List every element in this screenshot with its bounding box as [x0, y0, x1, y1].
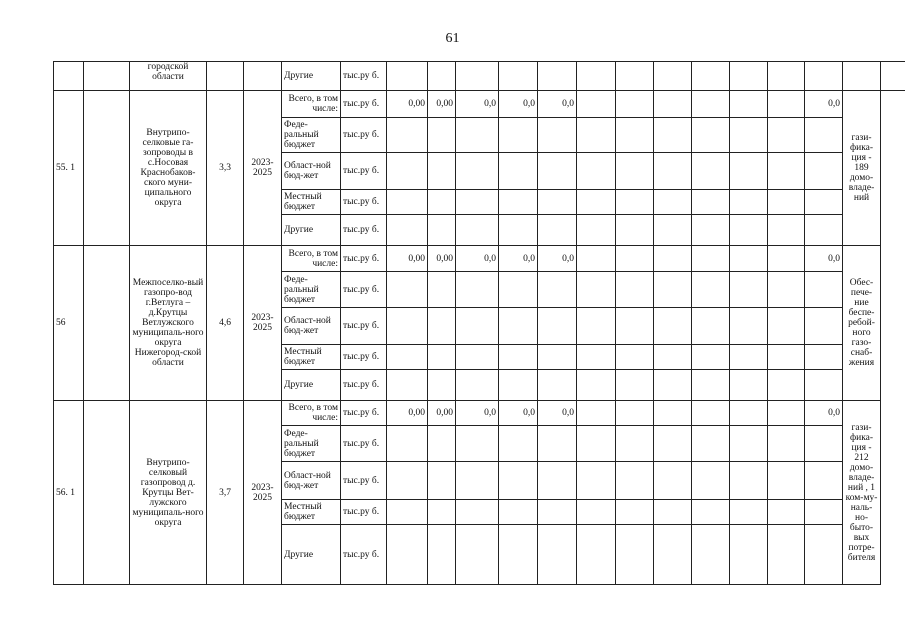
funding-source: Феде-ральный бюджет	[282, 118, 341, 153]
value-cell: 0,0	[538, 246, 577, 272]
table-row	[54, 401, 905, 426]
funding-source: Всего, в том числе:	[282, 401, 341, 426]
value-cell: 0,0	[805, 246, 843, 272]
value-cell: 0,00	[387, 401, 428, 426]
unit: тыс.ру б.	[341, 345, 387, 370]
unit: тыс.ру б.	[341, 525, 387, 585]
project-name: Внутрипо-селковые га-зопроводы в с.Носовая Краснобаков-ского муни-ципального округа	[130, 91, 207, 246]
unit: тыс.ру б.	[341, 272, 387, 308]
value-cell: 0,0	[456, 91, 499, 118]
project-number: 56	[54, 246, 84, 401]
project-result: Обес-пече-ние беспе-ребой-ного газо-снаб-жения	[843, 246, 881, 401]
funding-source: Феде-ральный бюджет	[282, 272, 341, 308]
funding-source: Другие	[282, 370, 341, 401]
funding-source: Другие	[282, 215, 341, 246]
unit: тыс.ру б.	[341, 370, 387, 401]
unit: тыс.ру б.	[341, 215, 387, 246]
project-result: гази-фика-ция - 189 домо-владе-ний	[843, 91, 881, 246]
funding-source: Всего, в том числе:	[282, 91, 341, 118]
project-length: 3,3	[207, 91, 244, 246]
unit: тыс.ру б.	[341, 401, 387, 426]
unit: тыс.ру б.	[341, 118, 387, 153]
value-cell: 0,00	[387, 91, 428, 118]
funding-source: Област-ной бюд-жет	[282, 153, 341, 190]
project-number: 56. 1	[54, 401, 84, 585]
value-cell: 0,0	[538, 401, 577, 426]
funding-source: Област-ной бюд-жет	[282, 308, 341, 345]
program-table	[53, 61, 905, 585]
unit: тыс.ру б.	[341, 308, 387, 345]
funding-source: Местный бюджет	[282, 345, 341, 370]
funding-source: Другие	[282, 525, 341, 585]
unit: тыс.ру б.	[341, 190, 387, 215]
value-cell: 0,00	[428, 401, 456, 426]
table-row	[54, 246, 905, 272]
funding-source: Феде-ральный бюджет	[282, 426, 341, 462]
funding-source: Местный бюджет	[282, 500, 341, 525]
unit: тыс.ру б.	[341, 426, 387, 462]
unit: тыс.ру б.	[341, 246, 387, 272]
value-cell: 0,0	[805, 401, 843, 426]
unit: тыс.ру б.	[341, 153, 387, 190]
value-cell: 0,00	[387, 246, 428, 272]
funding-source: Другие	[282, 62, 341, 91]
project-name: Межпоселко-вый газопро-вод г.Ветлуга – д.Крутцы Ветлужского муниципаль-ного округа Нижегород-ской области	[130, 246, 207, 401]
project-period: 2023-2025	[244, 401, 282, 585]
value-cell: 0,0	[499, 91, 538, 118]
page-number: 61	[445, 31, 460, 46]
project-name: городской области	[130, 62, 207, 91]
table-row	[54, 91, 905, 118]
value-cell: 0,0	[456, 401, 499, 426]
value-cell: 0,00	[428, 91, 456, 118]
unit: тыс.ру б.	[341, 462, 387, 500]
project-length: 4,6	[207, 246, 244, 401]
value-cell: 0,0	[499, 246, 538, 272]
value-cell: 0,0	[805, 91, 843, 118]
funding-source: Местный бюджет	[282, 190, 341, 215]
project-result: гази-фика-ция - 212 домо-владе-ний , 1 ком-му-наль-но-быто-вых потре-бителя	[843, 401, 881, 585]
unit: тыс.ру б.	[341, 62, 387, 91]
value-cell: 0,0	[538, 91, 577, 118]
funding-source: Област-ной бюд-жет	[282, 462, 341, 500]
unit: тыс.ру б.	[341, 91, 387, 118]
value-cell: 0,00	[428, 246, 456, 272]
project-number: 55. 1	[54, 91, 84, 246]
project-period: 2023-2025	[244, 91, 282, 246]
unit: тыс.ру б.	[341, 500, 387, 525]
project-period: 2023-2025	[244, 246, 282, 401]
funding-source: Всего, в том числе:	[282, 246, 341, 272]
value-cell: 0,0	[456, 246, 499, 272]
value-cell: 0,0	[499, 401, 538, 426]
table-row	[54, 62, 905, 91]
project-name: Внутрипо-селковый газопровод д. Крутцы Вет-лужского муниципаль-ного округа	[130, 401, 207, 585]
project-length: 3,7	[207, 401, 244, 585]
